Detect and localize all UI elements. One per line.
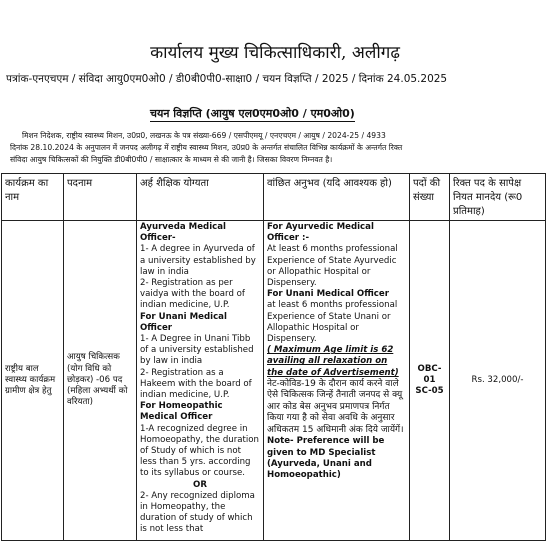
homeo-point-2: 2- Any recognized diploma in Homeopathy, the duration of study of which is not less that [140,490,255,535]
sc-count: SC-05 [415,386,444,397]
obc-count: 01 [423,374,436,385]
program-cell [2,221,64,541]
header-experience: वांछित अनुभव (यदि आवश्यक हो) [264,174,410,221]
count-cell [410,221,450,541]
experience-cell [264,221,410,541]
ayurveda-point-2: 2- Registration as per vaidya with the board of indian medicine, U.P. [140,278,245,311]
office-title: कार्यालय मुख्य चिकित्साधिकारी, अलीगढ़ [150,43,400,63]
header-salary: रिक्त पद के सापेक्ष नियत मानदेय (रू0 प्रतिमाह) [450,174,546,221]
table-row [2,221,546,541]
intro-line-1: मिशन निदेशक, राष्ट्रीय स्वास्थ्य मिशन, उ0प्र0, लखनऊ के पत्र संख्या-669 / एसपीएमयू / एनएचएम / आयुष / 2024-25 / 4933 [22,131,386,140]
header-program: कार्यक्रम का नाम [2,174,64,221]
vacancy-table [1,173,546,541]
age-limit-note: ( Maximum Age limit is 62 availing all relaxation on the date of Advertisement) [267,345,399,378]
or-separator: OR [193,479,207,490]
salary-value: Rs. 32,000/- [471,374,524,385]
intro-line-3: संविदा आयुष चिकित्सकों की नियुक्ति डी0बी0पी0 / साक्षात्कार के माध्यम से की जानी है। जिसका विवरण निम्नवत है। [10,155,333,164]
post-name: आयुष चिकित्सक (योग विधि को छोड़कर) -06 पद (महिला अभ्यर्थी को वरियता) [67,352,128,408]
post-cell [64,221,137,541]
unani-heading: For Unani Medical Officer [140,311,227,333]
ayurveda-point-1: 1- A degree in Ayurveda of a university established by law in india [140,244,256,277]
ayurveda-heading: Ayurveda Medical Officer- [140,222,226,244]
unani-point-1: 1- A Degree in Unani Tibb of a university established by law in india [140,334,254,367]
header-count: पदों की संख्या [410,174,450,221]
unani-exp-text: at least 6 months professional Experience of State Unani or Allopathic Hospital or Dispensery. [267,300,398,345]
homeo-heading: For Homeopathic Medical Officer [140,401,223,423]
table-header-row [2,174,546,221]
program-name: राष्ट्रीय बाल स्वास्थ्य कार्यक्रम ग्रामीण क्षेत्र हेतु [5,363,56,397]
covid-preference-note: नेट-कोविड-19 के दौरान कार्य करने वाले ऐसे चिकित्सक जिन्हें तैनाती जनपद से क्यू आर कोड बेस अनुभव प्रमाणपत्र निर्गत किया गया है को सेवा अवधि के अनुसार अधिकतम 15 अधिमानी अंक दिये जायेंगें। [267,378,404,435]
reference-line: पत्रांक-एनएचएम / संविदा आयु0एम0ओ0 / डी0बी0पी0-साक्षा0 / चयन विज्ञप्ति / 2025 / दिनांक 24.05.2025 [6,73,448,85]
ayur-exp-heading: For Ayurvedic Medical Officer :- [267,222,374,244]
header-qualification: अर्ह शैक्षिक योग्यता [137,174,264,221]
md-preference-note: Note- Preference will be given to MD Specialist (Ayurveda, Unani and Homoeopathic) [267,436,385,480]
obc-label: OBC- [417,363,442,374]
ayur-exp-text: At least 6 months professional Experience of State Ayurvedic or Allopathic Hospital or Dispensery. [267,244,398,289]
intro-line-2: दिनांक 28.10.2024 के अनुपालन में जनपद अलीगढ़ में राष्ट्रीय स्वास्थ्य मिशन, उ0प्र0 के अन्तर्गत संचालित विभिन्न कार्यक्रमों के अन्तर्गत रिक्त [10,143,403,152]
homeo-point-1: 1-A recognized degree in Homoeopathy, the duration of Study of which is not less than 5 yrs. according to its syllabus or course. [140,423,259,479]
notice-subtitle: चयन विज्ञप्ति (आयुष एल0एम0ओ0 / एम0ओ0) [150,107,355,120]
header-post: पदनाम [64,174,137,221]
unani-point-2: 2- Registration as a Hakeem with the board of indian medicine, U.P. [140,367,252,401]
unani-exp-heading: For Unani Medical Officer [267,289,389,300]
qualification-cell [137,221,264,541]
salary-cell [450,221,546,541]
